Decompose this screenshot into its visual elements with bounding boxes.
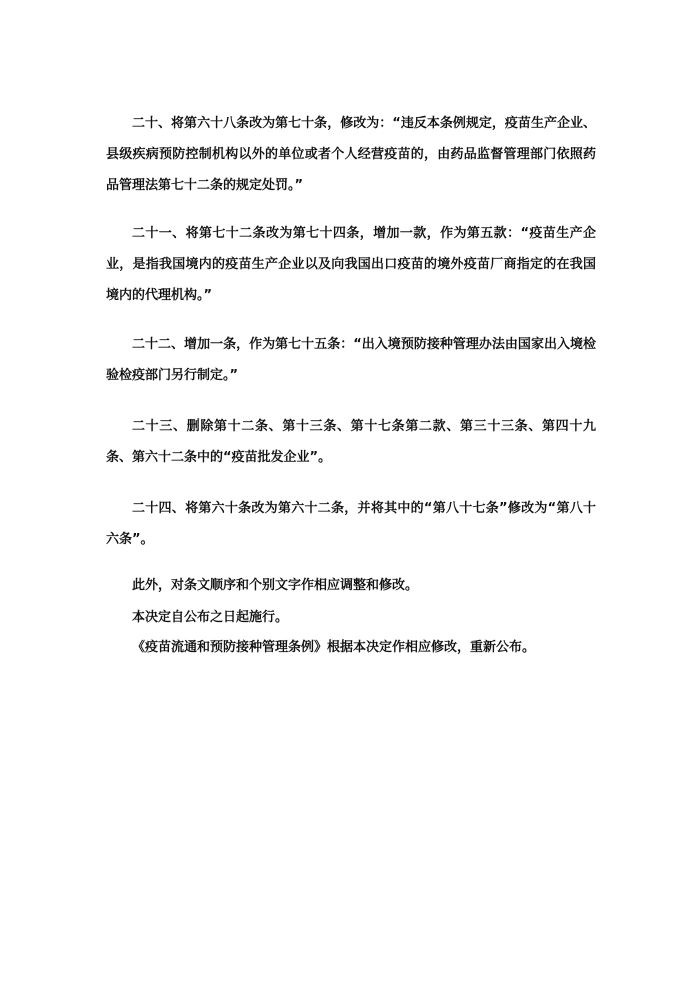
amendment-item-23: 二十三、删除第十二条、第十三条、第十七条第二款、第三十三条、第四十九条、第六十二条中的“疫苗批发企业”。 — [106, 419, 596, 465]
closing-note-effective-date: 本决定自公布之日起施行。 — [132, 610, 289, 625]
closing-note-adjustments: 此外，对条文顺序和个别文字作相应调整和修改。 — [132, 578, 419, 593]
amendment-item-20: 二十、将第六十八条改为第七十条，修改为：“违反本条例规定，疫苗生产企业、县级疾病预防控制机构以外的单位或者个人经营疫苗的，由药品监督管理部门依照药品管理法第七十二条的规定处罚。” — [106, 116, 596, 193]
amendment-item-21: 二十一、将第七十二条改为第七十四条，增加一款，作为第五款：“疫苗生产企业，是指我国境内的疫苗生产企业以及向我国出口疫苗的境外疫苗厂商指定的在我国境内的代理机构。” — [106, 226, 596, 303]
amendment-item-24: 二十四、将第六十条改为第六十二条，并将其中的“第八十七条”修改为“第八十六条”。 — [106, 501, 596, 547]
closing-note-republication: 《疫苗流通和预防接种管理条例》根据本决定作相应修改，重新公布。 — [132, 640, 536, 655]
amendment-item-22: 二十二、增加一条，作为第七十五条：“出入境预防接种管理办法由国家出入境检验检疫部门另行制定。” — [106, 337, 596, 383]
